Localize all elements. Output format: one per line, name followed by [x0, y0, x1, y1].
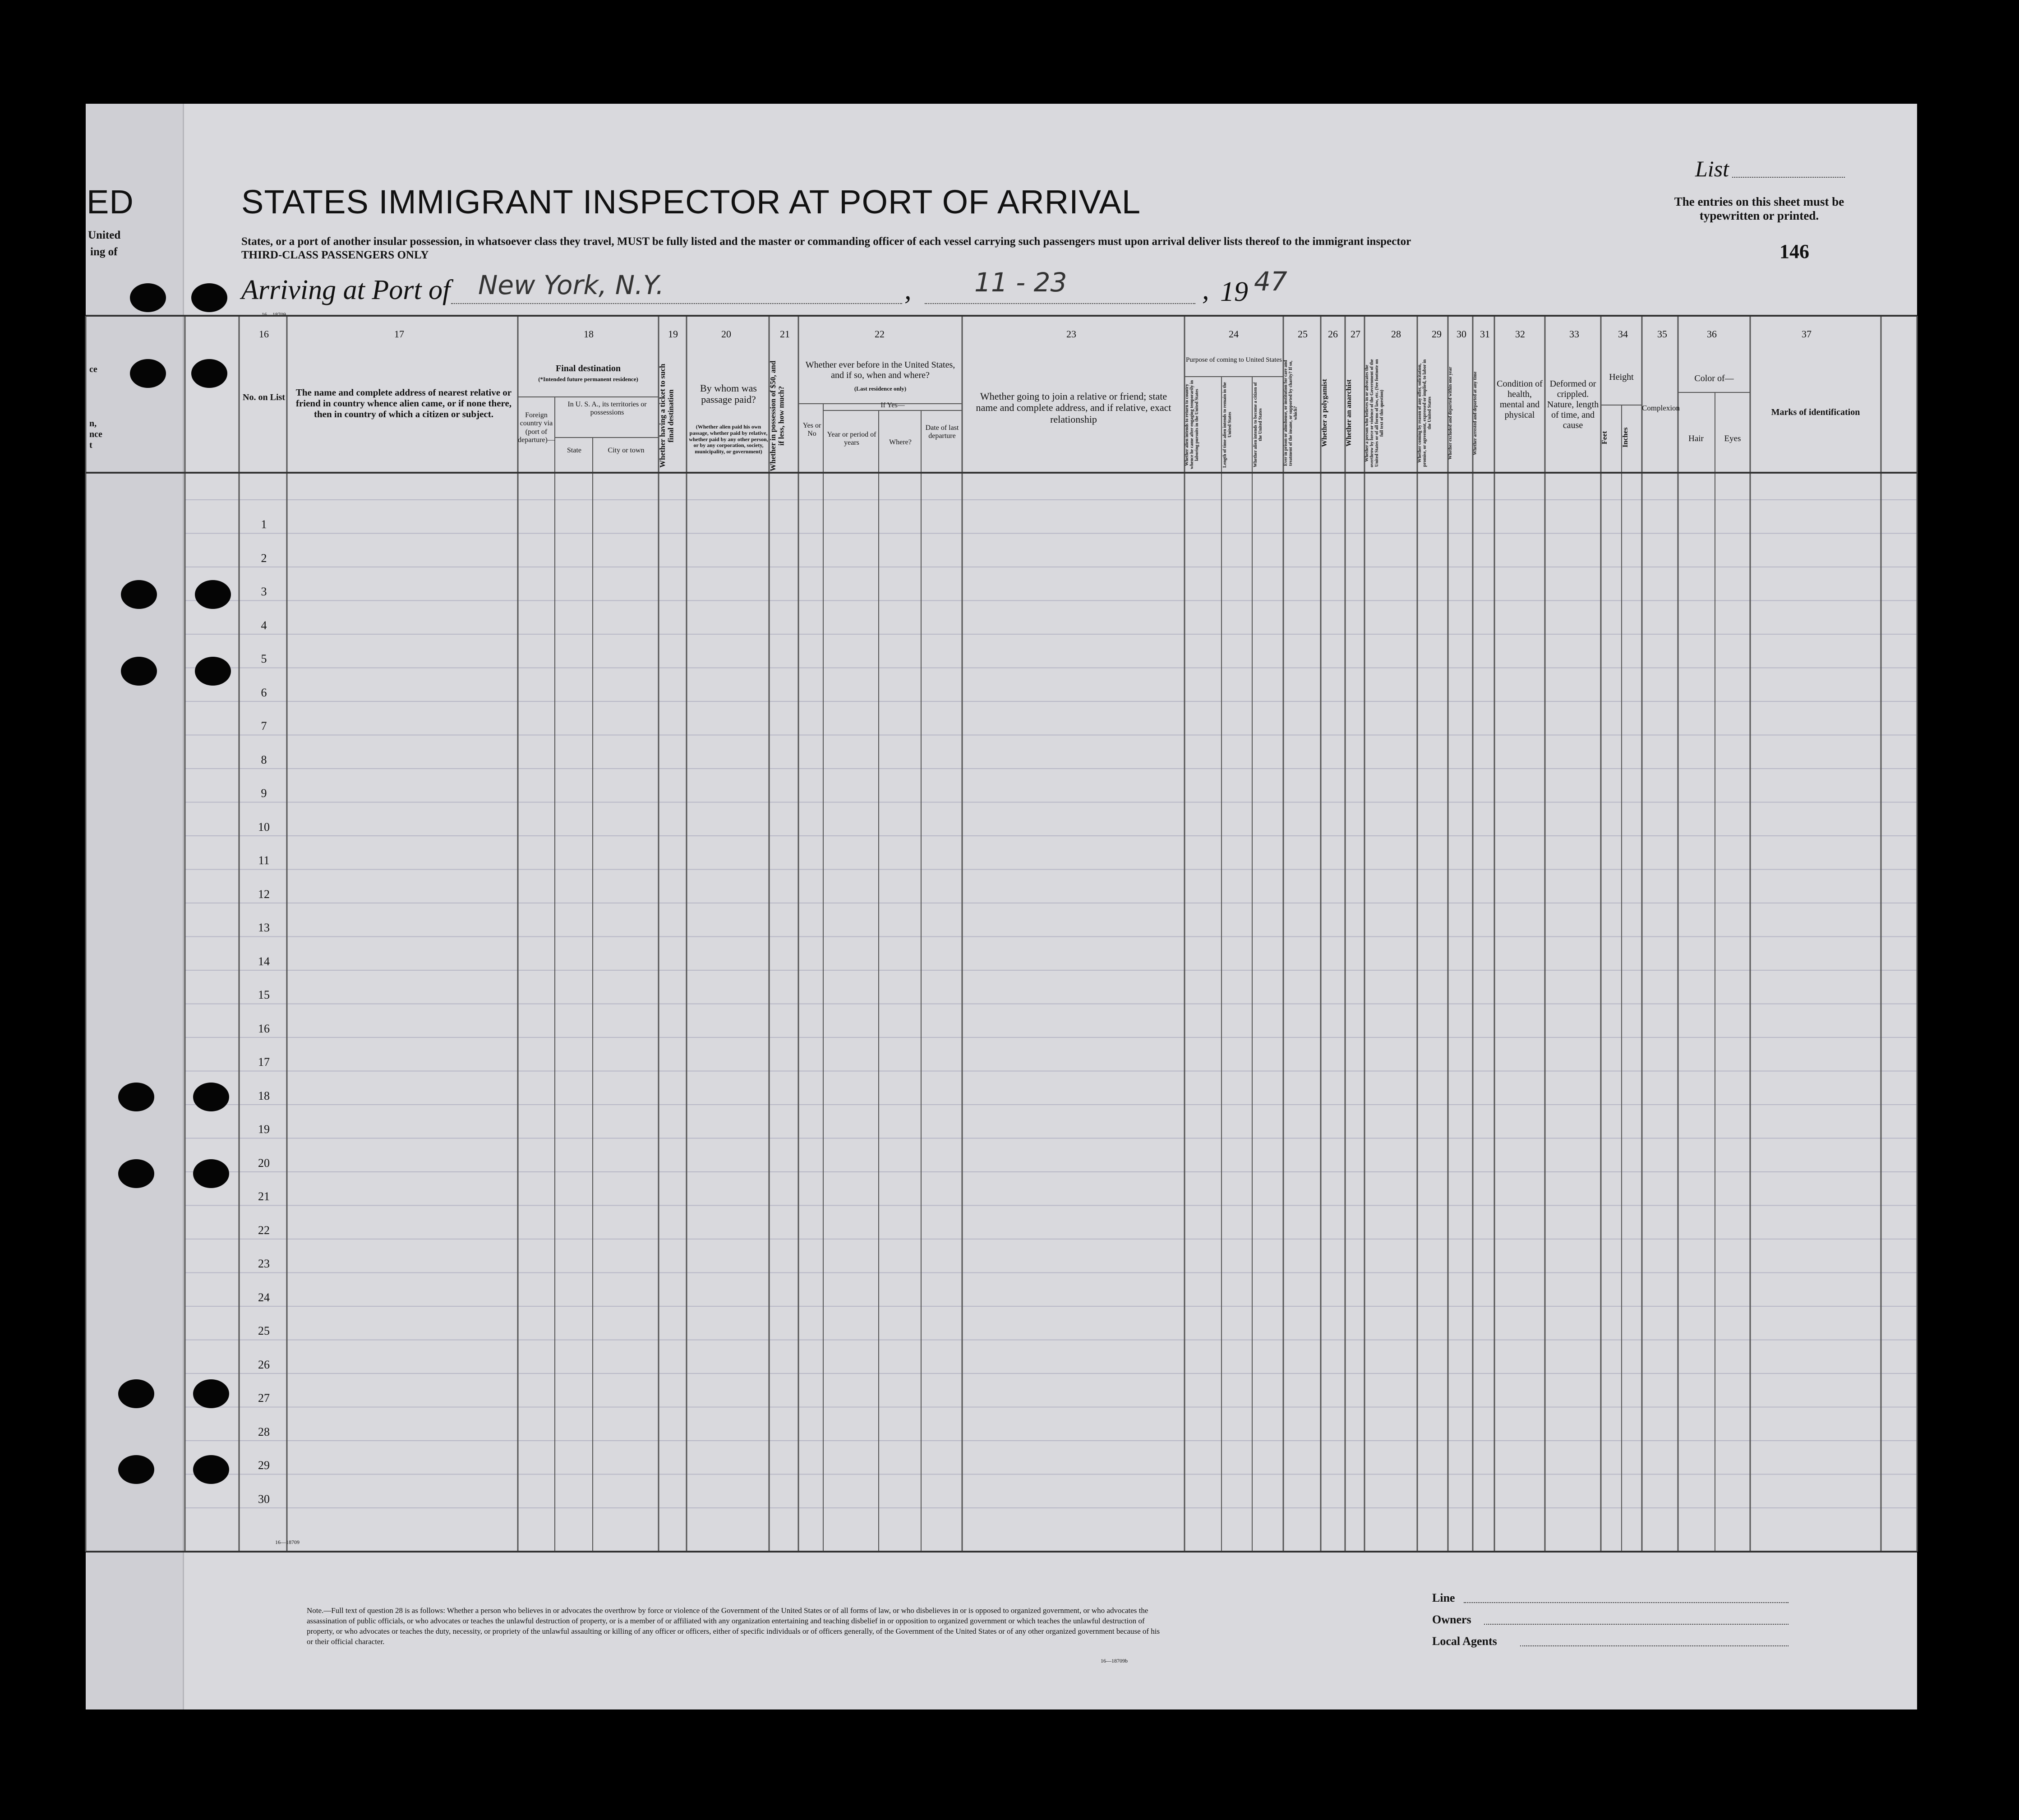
col-18-title: Final destination [556, 364, 621, 373]
binder-hole [193, 1379, 229, 1408]
column-number: 24 [1229, 328, 1239, 340]
col-19-header: Whether having a ticket to such final destination [658, 364, 675, 468]
binder-hole [130, 359, 166, 388]
column-number: 29 [1432, 328, 1442, 340]
col-34-inches: Inches [1622, 427, 1629, 448]
form-title: STATES IMMIGRANT INSPECTOR AT PORT OF ARRIVAL [241, 183, 1141, 221]
row-number: 9 [261, 787, 267, 800]
column-number: 27 [1351, 328, 1360, 340]
left-partial-d: t [89, 440, 92, 450]
owners-label: Owners [1432, 1613, 1471, 1626]
row-number: 22 [258, 1223, 270, 1237]
left-partial-a: ce [89, 364, 97, 374]
binder-hole [121, 580, 157, 609]
row-number: 26 [258, 1358, 270, 1371]
row-number: 27 [258, 1391, 270, 1405]
col-22-date: Date of last departure [925, 424, 959, 440]
column-number: 36 [1707, 328, 1717, 340]
row-number: 6 [261, 686, 267, 699]
col-24-a: Whether alien intends to return to country whence he came after engaging temporarily in laboring pursuits in the United States [1185, 380, 1199, 470]
col-25-header: Ever in prison or almshouse, or institution for care and treatment of the insane, or supported by charity? If so, which? [1283, 360, 1298, 466]
row-number: 23 [258, 1257, 270, 1270]
column-number: 17 [394, 328, 404, 340]
row-number: 3 [261, 585, 267, 598]
list-label: List [1695, 156, 1729, 181]
column-number: 19 [668, 328, 678, 340]
year-prefix: 19 [1220, 276, 1248, 307]
left-fragment-3: ing of [90, 246, 118, 258]
row-number: 10 [258, 820, 270, 834]
col-34-title: Height [1609, 372, 1634, 382]
left-fragment-2: United [88, 229, 121, 241]
left-fragment: ED [87, 183, 134, 221]
row-number: 19 [258, 1123, 270, 1136]
owners-field[interactable] [1484, 1624, 1789, 1625]
row-number: 1 [261, 518, 267, 531]
date-value: 11 - 23 [974, 267, 1067, 298]
col-20-sub: (Whether alien paid his own passage, whether paid by relative, whether paid by any other person, or by any corporation, society, municipality, or government) [689, 424, 768, 455]
binder-hole [193, 1083, 229, 1111]
row-number: 20 [258, 1156, 270, 1170]
row-number: 30 [258, 1492, 270, 1506]
row-number: 7 [261, 719, 267, 733]
binder-hole [130, 283, 166, 312]
row-number: 5 [261, 652, 267, 665]
binder-hole [118, 1159, 154, 1188]
col-26-header: Whether a polygamist [1321, 379, 1328, 447]
col-23-header: Whether going to join a relative or friend; state name and complete address, and if relative, exact relationship [976, 391, 1171, 425]
comma-2: , [1202, 275, 1209, 305]
comma-1: , [904, 275, 912, 305]
col-37-header: Marks of identification [1771, 407, 1860, 417]
col-24-c: Whether alien intends to become a citizen of the United States [1253, 382, 1263, 468]
column-number: 23 [1066, 328, 1076, 340]
port-value: New York, N.Y. [478, 270, 664, 300]
row-number: 18 [258, 1089, 270, 1102]
col-30-header: Whether excluded and deported within one year [1448, 367, 1453, 460]
form-code: 16—18709 [262, 311, 286, 318]
binder-hole [191, 283, 227, 312]
col-36-eyes: Eyes [1724, 434, 1741, 443]
row-number: 8 [261, 753, 267, 766]
col-33-header: Deformed or crippled. Nature, length of time, and cause [1547, 379, 1599, 430]
column-number: 37 [1802, 328, 1812, 340]
column-number: 21 [780, 328, 790, 340]
col-18-usa: In U. S. A., its territories or possessions [567, 401, 647, 417]
col-22-ifyes: If Yes— [880, 401, 905, 409]
column-number: 30 [1457, 328, 1466, 340]
column-number: 18 [584, 328, 594, 340]
binder-hole [195, 657, 231, 686]
binder-hole [193, 1455, 229, 1484]
binder-hole [121, 657, 157, 686]
column-number: 22 [875, 328, 885, 340]
form-code-b: 16—18709b [1101, 1658, 1128, 1664]
column-number: 34 [1618, 328, 1628, 340]
row-number: 25 [258, 1324, 270, 1337]
left-partial-c: nce [89, 429, 102, 439]
year-value: 47 [1254, 266, 1287, 297]
column-number: 33 [1569, 328, 1579, 340]
form-subtitle: States, or a port of another insular possession, in whatsoever class they travel, MUST be fully listed and the master or commanding officer of each vessel carrying such passengers must upon arrival deliver lists thereof to the immigrant inspector [241, 235, 1411, 248]
col-31-header: Whether arrested and deported at any time [1473, 371, 1478, 455]
agents-field[interactable] [1520, 1645, 1789, 1646]
line-label: Line [1432, 1591, 1455, 1604]
col-34-feet: Feet [1601, 431, 1609, 444]
col-18-state: State [567, 447, 581, 454]
col-35-header: Complexion [1642, 404, 1680, 412]
col-18-sub: (*Intended future permanent residence) [538, 376, 638, 382]
binder-hole [118, 1083, 154, 1111]
col-36-title: Color of— [1694, 373, 1734, 383]
col-28-header: Whether a person who believes in or advocates the overthrow by force or violence of the Government of the United States or of all forms of law, etc. (See footnote on full text of this question) [1364, 359, 1384, 467]
column-number: 31 [1480, 328, 1490, 340]
binder-hole [193, 1159, 229, 1188]
page-number: 146 [1779, 240, 1809, 263]
arriving-label: Arriving at Port of [241, 275, 451, 305]
binder-hole [118, 1455, 154, 1484]
col-18-foreign: Foreign country via (port of departure)— [518, 411, 555, 444]
sheet-instruction: The entries on this sheet must be typewritten or printed. [1674, 195, 1844, 222]
col-29-header: Whether coming by reason of any offer, solicitation, promise, or agreement, expressed or implied, to labor in the United States [1417, 359, 1432, 467]
row-number: 14 [258, 954, 270, 968]
row-number: 28 [258, 1425, 270, 1438]
col-16-header: No. on List [243, 392, 285, 402]
row-number: 24 [258, 1290, 270, 1304]
col-32-header: Condition of health, mental and physical [1497, 379, 1543, 420]
column-number: 28 [1391, 328, 1401, 340]
row-number: 11 [258, 854, 270, 867]
row-number: 17 [258, 1055, 270, 1069]
col-22-year: Year or period of years [827, 431, 876, 447]
row-number: 29 [258, 1459, 270, 1472]
col-27-header: Whether an anarchist [1345, 379, 1353, 447]
column-number: 26 [1328, 328, 1338, 340]
binder-hole [118, 1379, 154, 1408]
row-number: 2 [261, 551, 267, 565]
col-18-city: City or town [608, 447, 645, 454]
col-20-title: By whom was passage paid? [700, 382, 757, 405]
col-21-header: Whether in possession of $50, and if less, how much? [769, 360, 786, 471]
form-code-bottom: 16—18709 [275, 1539, 300, 1545]
col-17-header: The name and complete address of nearest relative or friend in country whence alien came, or if none there, then in country of which a citizen or subject. [295, 387, 512, 420]
column-number: 35 [1657, 328, 1667, 340]
col-22-title: Whether ever before in the United States, and if so, when and where? [805, 360, 955, 380]
col-22-sub: (Last residence only) [854, 385, 907, 392]
class-line: THIRD-CLASS PASSENGERS ONLY [241, 249, 429, 261]
row-number: 16 [258, 1022, 270, 1035]
row-number: 12 [258, 887, 270, 901]
left-partial-b: n, [89, 419, 97, 429]
col-24-b: Length of time alien intends to remain in the United States [1222, 382, 1232, 468]
row-number: 13 [258, 921, 270, 934]
column-number: 20 [721, 328, 731, 340]
agents-label: Local Agents [1432, 1635, 1497, 1648]
row-number: 4 [261, 618, 267, 632]
col-22-where: Where? [889, 438, 912, 446]
col-24-title: Purpose of coming to United States [1186, 356, 1282, 364]
column-number: 25 [1298, 328, 1308, 340]
row-number: 15 [258, 988, 270, 1001]
column-number: 32 [1515, 328, 1525, 340]
footnote: Note.—Full text of question 28 is as follows: Whether a person who believes in or advocates the overthrow by force or violence of the Government of the United States or of all forms of law, or who disbelieves in or is opposed to organized government, or who advocates the assassination of public officials, or who advocates or teaches the unlawful destruction of property, or is a member of or affiliated with any organization entertaining and teaching disbelief in or opposition to organized government or which teaches the unlawful destruction of property, or who advocates or teaches the duty, necessity, or propriety of the unlawful assaulting or killing of any officer or officers, either of specific individuals or of officers generally, of the Government of the United States or of any other organized government because of his or their official character. [307, 1606, 1160, 1646]
col-22-yesno: Yes or No [802, 422, 821, 438]
binder-hole [195, 580, 231, 609]
binder-hole [191, 359, 227, 388]
col-36-hair: Hair [1688, 434, 1704, 443]
line-field[interactable] [1464, 1602, 1789, 1603]
row-number: 21 [258, 1190, 270, 1203]
column-number: 16 [259, 328, 269, 340]
